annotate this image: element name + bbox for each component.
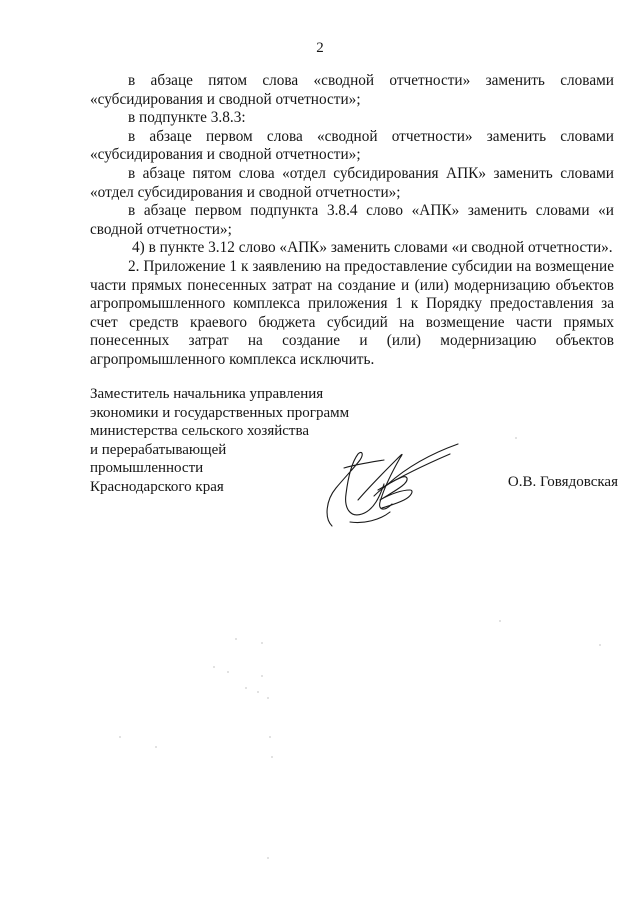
paragraph: в абзаце первом слова «сводной отчетности» заменить словами «субсидирования и сводной отчетности»; bbox=[90, 127, 614, 164]
signer-title-line: экономики и государственных программ bbox=[90, 404, 350, 421]
page-number: 2 bbox=[316, 40, 324, 56]
signer-title-line: Заместитель начальника управления bbox=[90, 386, 324, 402]
signer-title-line: Краснодарского края bbox=[90, 478, 224, 495]
paragraph: в абзаце пятом слова «сводной отчетности» заменить словами «субсидирования и сводной отчетности»; bbox=[90, 72, 614, 108]
paragraph: в абзаце пятом слова «отдел субсидирования АПК» заменить словами «отдел субсидирования и сводной отчетности»; bbox=[90, 164, 614, 201]
signer-title-line: министерства сельского хозяйства bbox=[90, 423, 310, 440]
paragraph: 4) в пункте 3.12 слово «АПК» заменить словами «и сводной отчетности». bbox=[132, 239, 613, 257]
paragraph: 2. Приложение 1 к заявлению на предоставление субсидии на возмещение части прямых понесенных затрат на создание и (или) модернизацию объектов агропромышленного комплекса приложения 1 к Порядку предоставления за счет средств краевого бюджета субсидий на возмещение части прямых понесенных затрат на создание и (или) модернизацию объектов агропромышленного комплекса исключить. bbox=[90, 257, 614, 368]
paragraph: в абзаце первом подпункта 3.8.4 слово «АПК» заменить словами «и сводной отчетности»; bbox=[90, 202, 614, 238]
signer-name: О.В. Говядовская bbox=[507, 474, 618, 490]
paragraph: в подпункте 3.8.3: bbox=[128, 109, 246, 127]
signer-title-line: промышленности bbox=[90, 460, 204, 477]
signer-title-line: и перерабатывающей bbox=[90, 441, 227, 458]
